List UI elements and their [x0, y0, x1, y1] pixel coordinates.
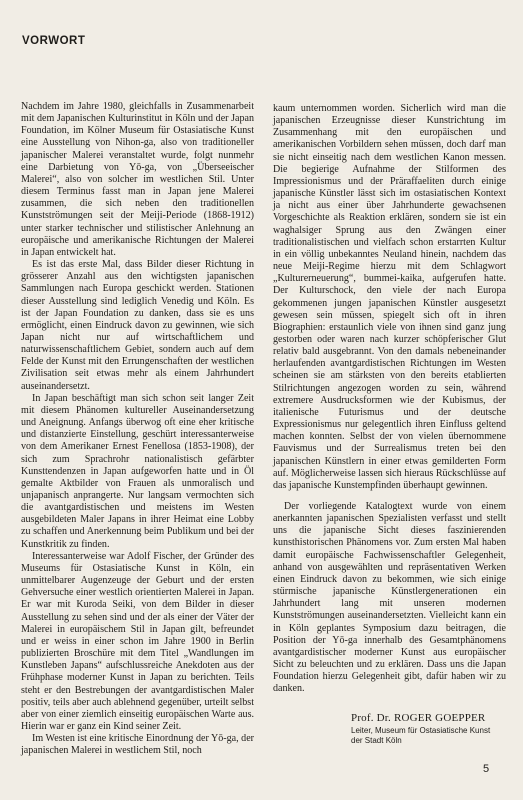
signature-block: [351, 712, 516, 746]
author-name: Prof. Dr. ROGER GOEPPER: [351, 712, 486, 724]
author-role: [351, 726, 516, 746]
author-role-line: Leiter, Museum für Ostasiatische Kunst: [351, 726, 491, 735]
paragraph: Im Westen ist eine kritische Einordnung der Yō-ga, der japanischen Malerei in westlichem Stil, noch: [21, 733, 254, 757]
paragraph: In Japan beschäftigt man sich schon seit langer Zeit mit diesem Phänomen kultureller Auseinandersetzung und Aneignung. Anfangs überwog oft eine eher kritische und distanzierte Einstellung, geschürt interessanterweise von dem Amerikaner Ernest Fenellosa (1853-1908), der sich zum Sprachrohr nationalistisch gefärbter Kunsttendenzen in Japan aufgeworfen hatte und in Öl gemalte Aktbilder von Frauen als unmoralisch und unjapanisch anprangerte. Nur langsam vermochten sich die avantgardistischen und meistens im Westen ausgebildeten Maler Japans in ihrer Heimat eine Lobby zu schaffen und Anerkennung beim Publikum und bei der Kunstkritik zu finden.: [21, 392, 254, 550]
page-number: 5: [483, 763, 490, 775]
left-text-column: [21, 101, 254, 757]
paragraph: Der vorliegende Katalogtext wurde von einem anerkannten japanischen Spezialisten verfasst und stellt uns die japanische Sicht dieses faszinierenden kunsthistorischen Phänomens vor. Zum ersten Mal haben damit europäische Fachwissenschaftler Gelegenheit, anhand von ausgewählten und repräsentativen Werken einen Eindruck davon zu bekommen, wie sich einige stürmische japanische Künstlergenerationen ein Jahrhundert lang mit unseren modernen Kunstströmungen auseinandersetzten. Vielleicht kann ein in Köln geplantes Symposium dazu beitragen, die Position der Yō-ga innerhalb des Gesamtphänomens avantgardistischer moderner Kunst aus europäischer Sicht zu beleuchten und zu erklären. Dass uns die Japan Foundation hierzu Gelegenheit gibt, dafür haben wir zu danken.: [273, 501, 506, 695]
author-role-line: der Stadt Köln: [351, 736, 402, 745]
paragraph: Es ist das erste Mal, dass Bilder dieser Richtung in grösserer Anzahl aus den wichtigsten japanischen Sammlungen nach Europa geschickt werden. Stationen dieser Ausstellung sind lediglich Venedig und Köln. Es ist der Japan Foundation zu danken, dass sie es uns ermöglicht, einen Eindruck davon zu gewinnen, wie sich Japan nicht nur auf wirtschaftlichem und naturwissenschaftlichem Gebiet, sondern auch auf dem Felde der Kunst mit den Errungenschaften der westlichen Zivilisation seit etwas mehr als einem Jahrhundert auseinandersetzt.: [21, 259, 254, 392]
paragraph: kaum unternommen worden. Sicherlich wird man die japanischen Erzeugnisse dieser Kunstrichtung im Zusammenhang mit den europäischen und amerikanischen Vorbildern sehen müssen, doch darf man sie nicht einseitig nach dem westlichen Kanon messen. Die begierige Aufnahme der Stilformen des Impressionismus und der Präraffaeliten durch einige japanische Künstler lässt sich im ostasiatischen Kontext ja nicht aus einer über Jahrhunderte gewachsenen Vorgeschichte als Reaktion erklären, sondern sie ist ein waghalsiger Sprung aus den Zwängen einer traditionalistischen und vielfach schon erstarrten Kultur in ein völlig unbekanntes Neuland hinein, nachdem das neue Meiji-Regime hierzu mit dem Schlagwort „Kulturerneuerung“, bummei-kaika, aufgerufen hatte. Der Kulturschock, den viele der nach Europa gekommenen jungen japanischen Künstler ausgesetzt gewesen sein müssen, spiegelt sich oft in ihren Biographien: erstaunlich viele von ihnen sind ganz jung gestorben oder waren nach kurzer schöpferischer Glut relativ bald ausgebrannt. Von den damals nebeneinander herlaufenden avantgardistischen Richtungen im Westen scheinen sie am stärksten von den bereits etablierten Stilrichtungen angezogen worden zu sein, während extremere Ausdrucksformen wie der Kubismus, der italienische Futurismus und der deutsche Expressionismus nur gelegentlich ihren Einfluss geltend machen konnten. Selbst der von vielen übernommene Fauvismus und der Surrealismus treten bei den japanischen Künstlern in einer etwas gemilderten Form auf. Möglicherweise lassen sich hieraus Rückschlüsse auf das japanische Kunstempfinden überhaupt gewinnen.: [273, 103, 506, 491]
paragraph: Nachdem im Jahre 1980, gleichfalls in Zusammenarbeit mit dem Japanischen Kulturinstitut in Köln und der Japan Foundation, im Kölner Museum für Ostasiatische Kunst eine Ausstellung von Nihon-ga, also von traditioneller japanischer Malerei veranstaltet wurde, folgt nunmehr eine Darbietung von Yō-ga, von „Überseeischer Malerei“, also von solcher im westlichen Stil. Unter diesem Terminus fasst man in Japan jene Malerei zusammen, die sich neben den traditionellen Kunstströmungen seit der Meiji-Periode (1868-1912) unter starker technischer und stilistischer Anlehnung an europäische und amerikanische Richtungen der Malerei in Japan entwickelt hat.: [21, 101, 254, 258]
page-heading: VORWORT: [22, 35, 86, 47]
paragraph: Interessanterweise war Adolf Fischer, der Gründer des Museums für Ostasiatische Kunst in Köln, ein unmittelbarer Augenzeuge der Geburt und der ersten Gehversuche einer westlich orientierten Malerei in Japan. Er war mit Kuroda Seiki, von dem Bilder in dieser Ausstellung zu sehen sind und der als einer der Väter der Malerei in europäischem Stil in Japan gilt, befreundet und er weiss in einer schon im Jahre 1900 in Berlin publizierten Broschüre mit dem Titel „Wandlungen im Kunstleben Japans“ aufschlussreiche Anekdoten aus der Frühphase moderner Kunst in Japan zu berichten. Teils steht er den Bestrebungen der avantgardistischen Maler positiv, teils aber auch ablehnend gegenüber, urteilt selbst aber von einer ziemlich einseitig europäischen Warte aus. Hierin war er ganz ein Kind seiner Zeit.: [21, 550, 254, 732]
right-text-column: [273, 103, 506, 696]
